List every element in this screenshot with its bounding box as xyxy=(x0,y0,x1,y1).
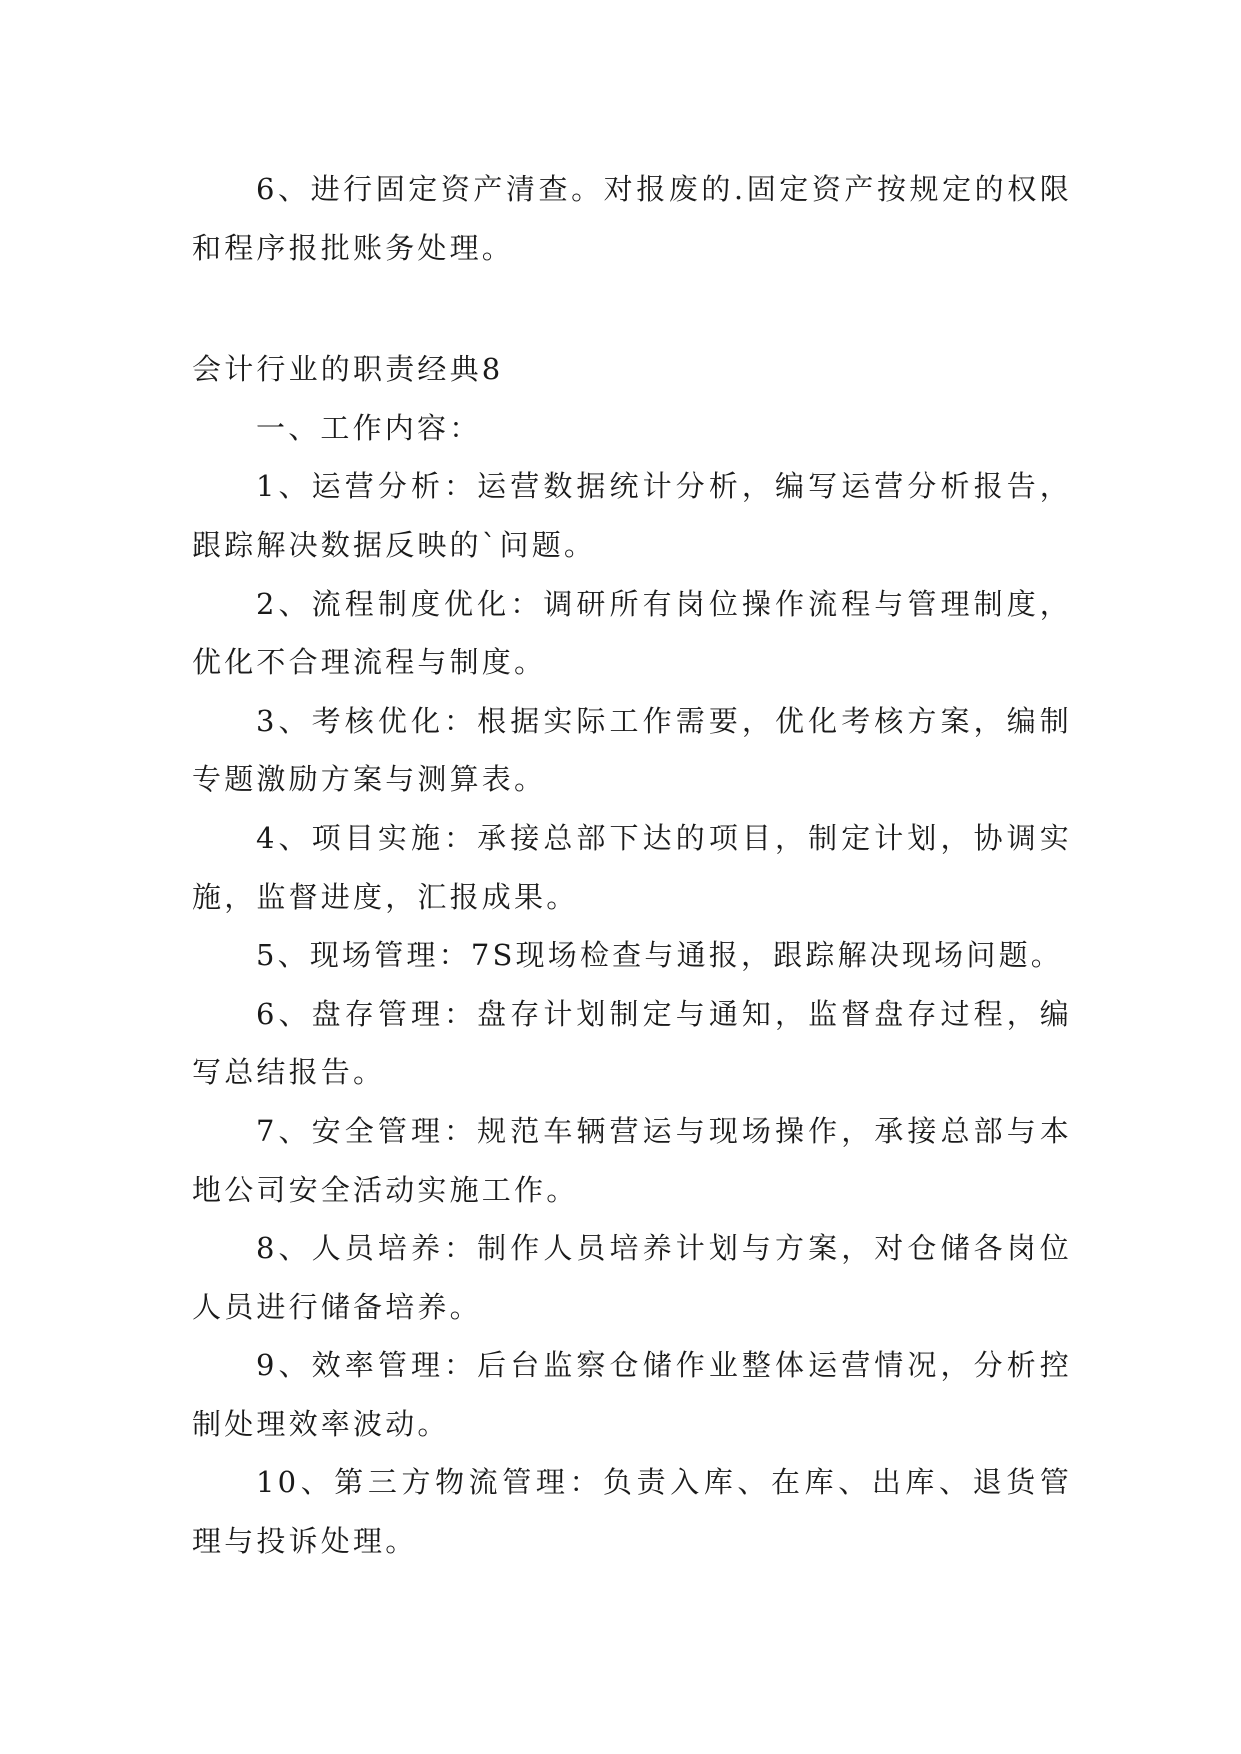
list-item: 6、盘存管理：盘存计划制定与通知，监督盘存过程，编写总结报告。 xyxy=(192,996,1072,1090)
intro-paragraph: 6、进行固定资产清查。对报废的.固定资产按规定的权限和程序报批账务处理。 xyxy=(192,172,1072,265)
list-item: 10、第三方物流管理：负责入库、在库、出库、退货管理与投诉处理。 xyxy=(192,1465,1072,1559)
list-item: 5、现场管理：7S现场检查与通报，跟踪解决现场问题。 xyxy=(256,938,1063,973)
subheading: 一、工作内容： xyxy=(256,410,482,445)
list-item: 7、安全管理：规范车辆营运与现场操作，承接总部与本地公司安全活动实施工作。 xyxy=(192,1113,1072,1207)
list-item: 8、人员培养：制作人员培养计划与方案，对仓储各岗位人员进行储备培养。 xyxy=(192,1231,1072,1324)
list-item: 3、考核优化：根据实际工作需要，优化考核方案，编制专题激励方案与测算表。 xyxy=(192,703,1072,797)
list-item: 9、效率管理：后台监察仓储作业整体运营情况，分析控制处理效率波动。 xyxy=(192,1348,1072,1441)
list-item: 1、运营分析：运营数据统计分析，编写运营分析报告，跟踪解决数据反映的`问题。 xyxy=(192,469,1072,562)
section-spacer xyxy=(192,277,1072,340)
list-item: 4、项目实施：承接总部下达的项目，制定计划，协调实施，监督进度，汇报成果。 xyxy=(192,820,1072,914)
document-body xyxy=(192,160,1072,1571)
section-title: 会计行业的职责经典8 xyxy=(192,352,504,387)
list-item: 2、流程制度优化：调研所有岗位操作流程与管理制度，优化不合理流程与制度。 xyxy=(192,586,1072,680)
